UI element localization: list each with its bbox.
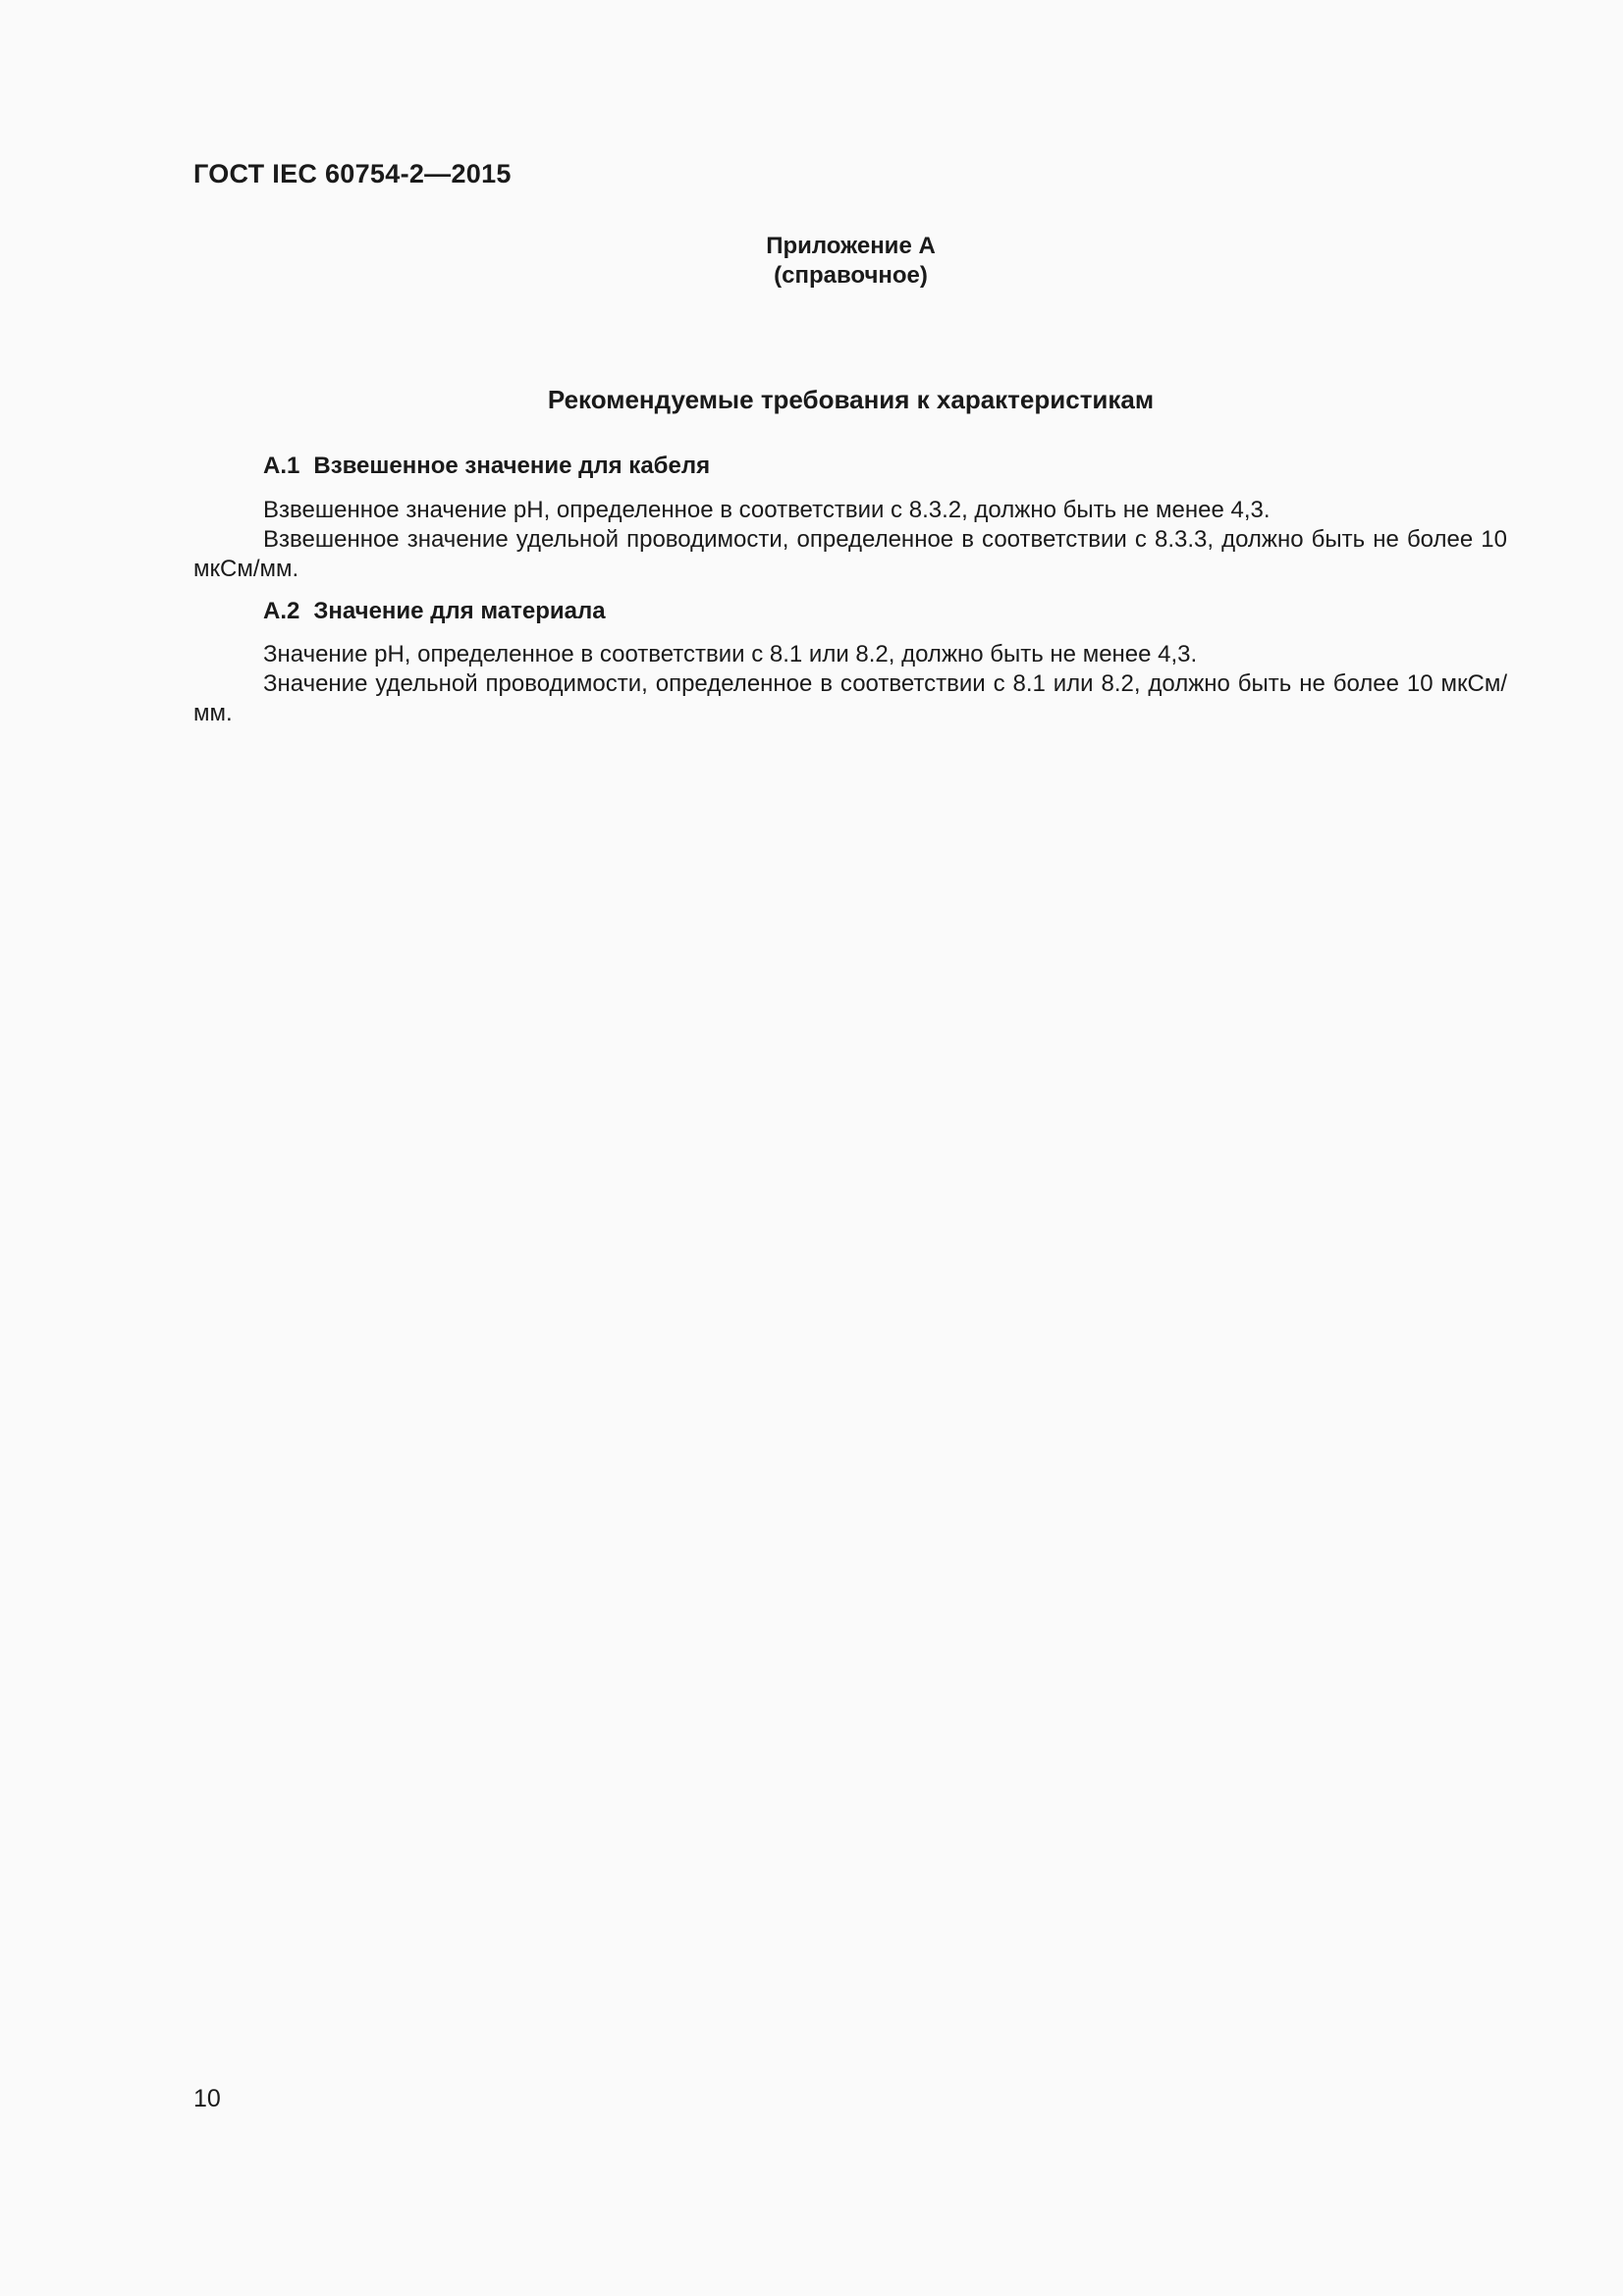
paragraph: Взвешенное значение рН, определенное в соответствии с 8.3.2, должно быть не менее 4,3. (263, 497, 1271, 523)
paragraph: Взвешенное значение удельной проводимости, определенное в соответствии с 8.3.3, должно быть не более 10 мкСм/мм. (193, 526, 1507, 582)
section-title: Рекомендуемые требования к характеристикам (547, 385, 1155, 414)
document-header-code: ГОСТ IEC 60754-2—2015 (193, 159, 512, 188)
clause-heading-a2 (193, 597, 1577, 626)
paragraph: Значение рН, определенное в соответствии с 8.1 или 8.2, должно быть не менее 4,3. (263, 641, 1198, 667)
page-number: 10 (193, 2085, 221, 2112)
clause-title: Значение для материала (313, 598, 606, 624)
clause-body-a2 (193, 640, 1507, 728)
paragraph: Значение удельной проводимости, определенное в соответствии с 8.1 или 8.2, должно быть не более 10 мкСм/мм. (193, 670, 1507, 726)
clause-title: Взвешенное значение для кабеля (313, 453, 711, 479)
clause-number: А.2 (263, 598, 300, 624)
appendix-title: Приложение А (766, 233, 936, 259)
clause-heading-a1 (193, 452, 1577, 481)
clause-body-a1 (193, 496, 1507, 584)
appendix-kind: (справочное) (774, 262, 928, 289)
clause-number: А.1 (263, 453, 300, 479)
